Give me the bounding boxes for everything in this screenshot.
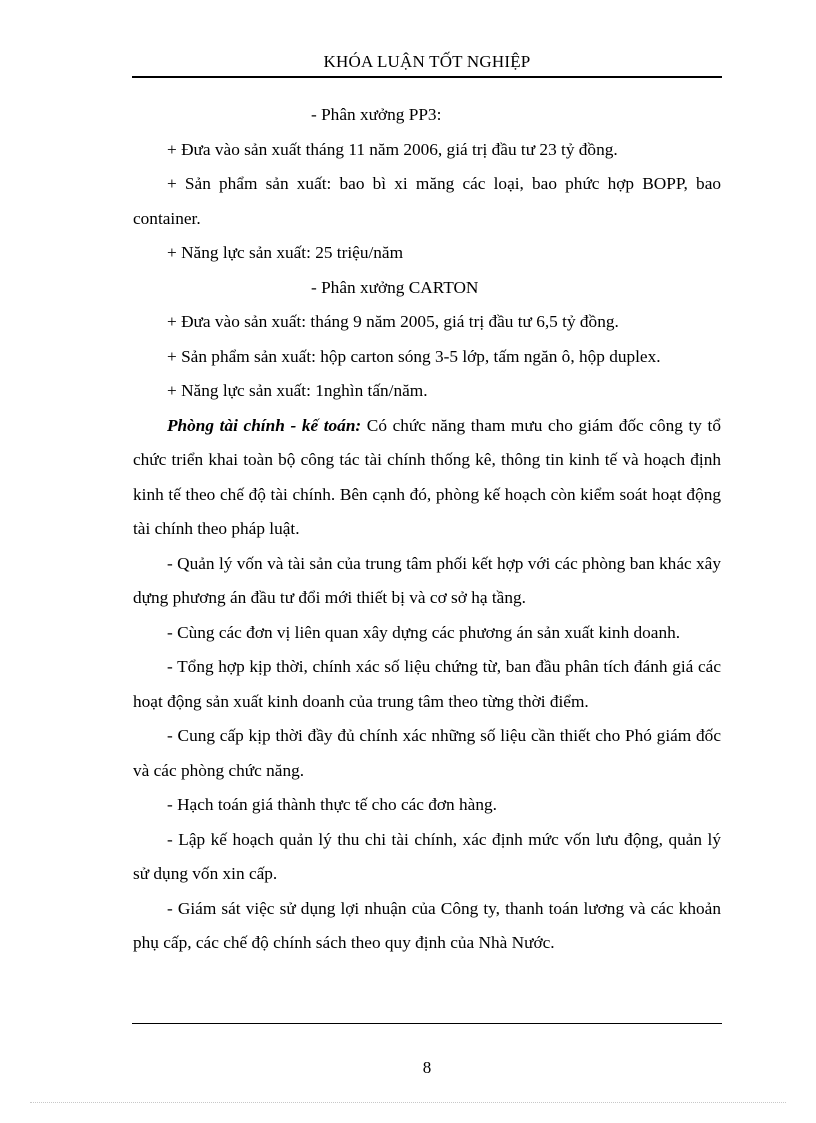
page-bottom-edge: [30, 1102, 786, 1103]
page-number: 8: [422, 1058, 432, 1077]
subsection-heading-carton: - Phân xưởng CARTON: [311, 277, 479, 297]
list-item: + Năng lực sản xuất: 1nghìn tấn/năm.: [167, 381, 428, 400]
page-header-title: KHÓA LUẬN TỐT NGHIỆP: [323, 52, 531, 71]
list-item: - Quản lý vốn và tài sản của trung tâm phối kết hợp với các phòng ban khác xây dựng phương án đầu tư đổi mới thiết bị và cơ sở hạ tầng.: [133, 553, 721, 607]
list-item: - Tổng hợp kịp thời, chính xác số liệu chứng từ, ban đầu phân tích đánh giá các hoạt động sản xuất kinh doanh của trung tâm theo từng thời điểm.: [133, 657, 721, 711]
list-item: - Hạch toán giá thành thực tế cho các đơn hàng.: [167, 795, 497, 814]
list-item: + Sản phẩm sản xuất: bao bì xi măng các loại, bao phức hợp BOPP, bao container.: [133, 174, 721, 228]
finance-department-paragraph: [133, 409, 721, 547]
list-item: - Cùng các đơn vị liên quan xây dựng các phương án sản xuất kinh doanh.: [167, 622, 681, 642]
footer-rule: [132, 1023, 722, 1024]
list-item: + Sản phẩm sản xuất: hộp carton sóng 3-5 lớp, tấm ngăn ô, hộp duplex.: [167, 346, 661, 366]
finance-department-text: Có chức năng tham mưu cho giám đốc công ty tổ chức triển khai toàn bộ công tác tài chính thống kê, thông tin kinh tế và hoạch định kinh tế theo chế độ tài chính. Bên cạnh đó, phòng kế hoạch còn kiểm soát hoạt động tài chính theo pháp luật.: [133, 415, 721, 538]
list-item: + Đưa vào sản xuất tháng 11 năm 2006, giá trị đầu tư 23 tỷ đồng.: [167, 139, 618, 159]
subsection-heading-pp3: - Phân xưởng PP3:: [311, 105, 442, 124]
list-item: + Đưa vào sản xuất: tháng 9 năm 2005, giá trị đầu tư 6,5 tỷ đồng.: [167, 312, 619, 331]
list-item: + Năng lực sản xuất: 25 triệu/năm: [167, 243, 404, 262]
list-item: - Cung cấp kịp thời đầy đủ chính xác những số liệu cần thiết cho Phó giám đốc và các phòng chức năng.: [133, 726, 721, 780]
list-item: - Giám sát việc sử dụng lợi nhuận của Công ty, thanh toán lương và các khoản phụ cấp, các chế độ chính sách theo quy định của Nhà Nước.: [133, 898, 721, 952]
list-item: - Lập kế hoạch quản lý thu chi tài chính, xác định mức vốn lưu động, quản lý sử dụng vốn xin cấp.: [133, 829, 721, 883]
header-rule: [132, 76, 722, 78]
document-body: [133, 98, 721, 961]
finance-department-heading: Phòng tài chính - kế toán:: [167, 415, 362, 435]
